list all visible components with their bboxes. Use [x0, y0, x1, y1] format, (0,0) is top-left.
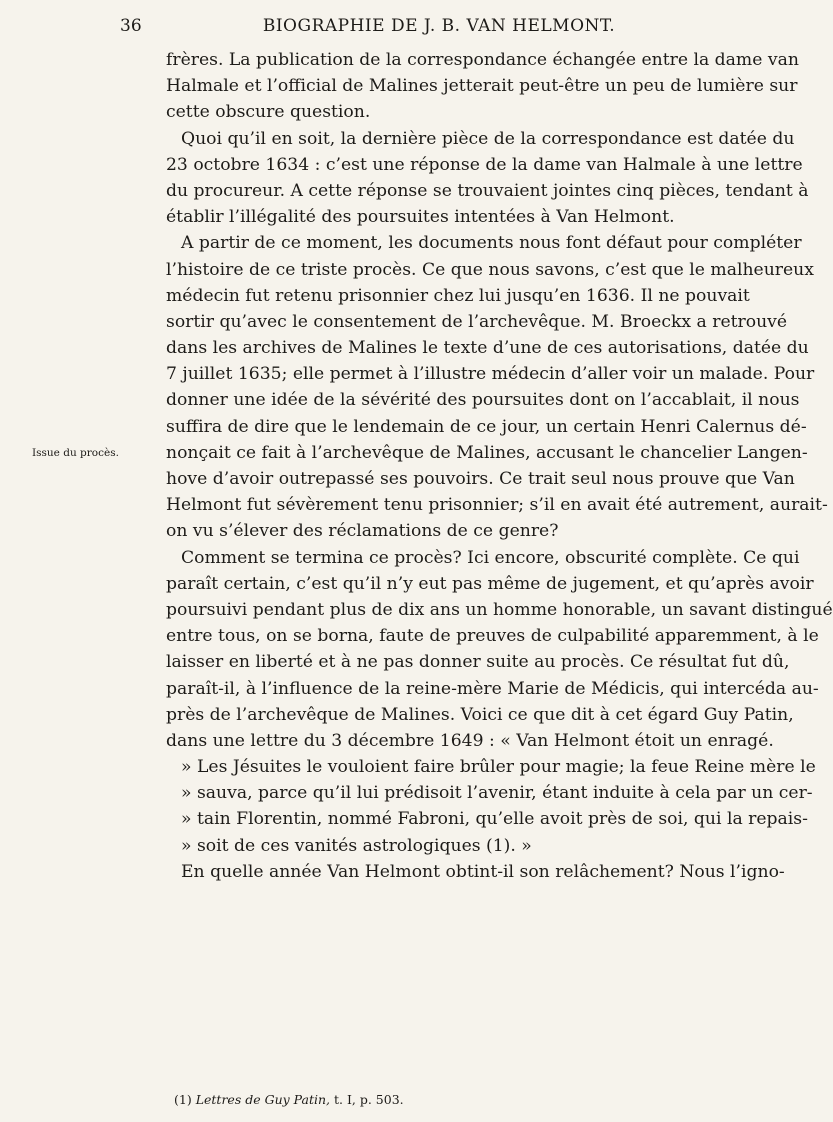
footnote-title: Lettres de Guy Patin,	[195, 1092, 330, 1107]
text-line: Comment se termina ce procès? Ici encore, obscurité complète. Ce qui	[181, 547, 800, 568]
footnote	[174, 1092, 404, 1108]
page-number: 36	[120, 16, 142, 36]
text-line: près de l’archevêque de Malines. Voici ce que dit à cet égard Guy Patin,	[166, 704, 794, 725]
text-line: Helmont fut sévèrement tenu prisonnier; s’il en avait été autrement, aurait-	[166, 495, 828, 516]
text-line: » soit de ces vanités astrologiques (1). »	[181, 835, 532, 856]
page-header	[120, 16, 720, 44]
text-line: suffira de dire que le lendemain de ce jour, un certain Henri Calernus dé-	[166, 416, 807, 437]
text-line: dans les archives de Malines le texte d’une de ces autorisations, datée du	[166, 338, 809, 359]
text-line: donner une idée de la sévérité des poursuites dont on l’accablait, il nous	[166, 390, 800, 411]
text-line: médecin fut retenu prisonnier chez lui jusqu’en 1636. Il ne pouvait	[166, 285, 750, 306]
text-line: A partir de ce moment, les documents nous font défaut pour compléter	[181, 233, 802, 254]
text-line: laisser en liberté et à ne pas donner suite au procès. Ce résultat fut dû,	[166, 652, 790, 673]
text-line: l’histoire de ce triste procès. Ce que nous savons, c’est que le malheureux	[166, 259, 814, 280]
text-line: sortir qu’avec le consentement de l’archevêque. M. Broeckx a retrouvé	[166, 311, 788, 332]
text-line: » sauva, parce qu’il lui prédisoit l’avenir, étant induite à cela par un cer-	[181, 783, 813, 804]
text-line: 7 juillet 1635; elle permet à l’illustre médecin d’aller voir un malade. Pour	[166, 364, 815, 385]
footnote-reference: t. I, p. 503.	[333, 1092, 404, 1107]
text-line: paraît certain, c’est qu’il n’y eut pas même de jugement, et qu’après avoir	[166, 573, 814, 594]
text-line: poursuivi pendant plus de dix ans un homme honorable, un savant distingué	[166, 599, 833, 620]
text-line: » Les Jésuites le vouloient faire brûler pour magie; la feue Reine mère le	[181, 757, 816, 778]
text-line: cette obscure question.	[166, 102, 371, 123]
text-line: 23 octobre 1634 : c’est une réponse de la dame van Halmale à une lettre	[166, 154, 803, 175]
text-line: dans une lettre du 3 décembre 1649 : « Van Helmont étoit un enragé.	[166, 730, 774, 751]
footnote-marker: (1)	[174, 1092, 192, 1107]
text-line: Quoi qu’il en soit, la dernière pièce de la correspondance est datée du	[181, 128, 795, 149]
margin-note: Issue du procès.	[32, 447, 119, 459]
text-line: entre tous, on se borna, faute de preuves de culpabilité apparemment, à le	[166, 626, 819, 647]
text-line: nonçait ce fait à l’archevêque de Malines, accusant le chancelier Langen-	[166, 442, 808, 463]
body-text	[166, 47, 833, 885]
running-title: BIOGRAPHIE DE J. B. VAN HELMONT.	[262, 16, 616, 36]
text-line: En quelle année Van Helmont obtint-il son relâchement? Nous l’igno-	[181, 861, 785, 882]
text-line: paraît-il, à l’influence de la reine-mère Marie de Médicis, qui intercéda au-	[166, 678, 819, 699]
text-line: on vu s’élever des réclamations de ce genre?	[166, 521, 559, 542]
text-line: frères. La publication de la correspondance échangée entre la dame van	[166, 50, 799, 70]
text-line: Halmale et l’official de Malines jetterait peut-être un peu de lumière sur	[166, 76, 798, 97]
text-line: hove d’avoir outrepassé ses pouvoirs. Ce trait seul nous prouve que Van	[166, 469, 795, 489]
text-line: » tain Florentin, nommé Fabroni, qu’elle avoit près de soi, qui la repais-	[181, 809, 808, 830]
text-line: établir l’illégalité des poursuites intentées à Van Helmont.	[166, 207, 675, 228]
text-line: du procureur. A cette réponse se trouvaient jointes cinq pièces, tendant à	[166, 180, 809, 201]
